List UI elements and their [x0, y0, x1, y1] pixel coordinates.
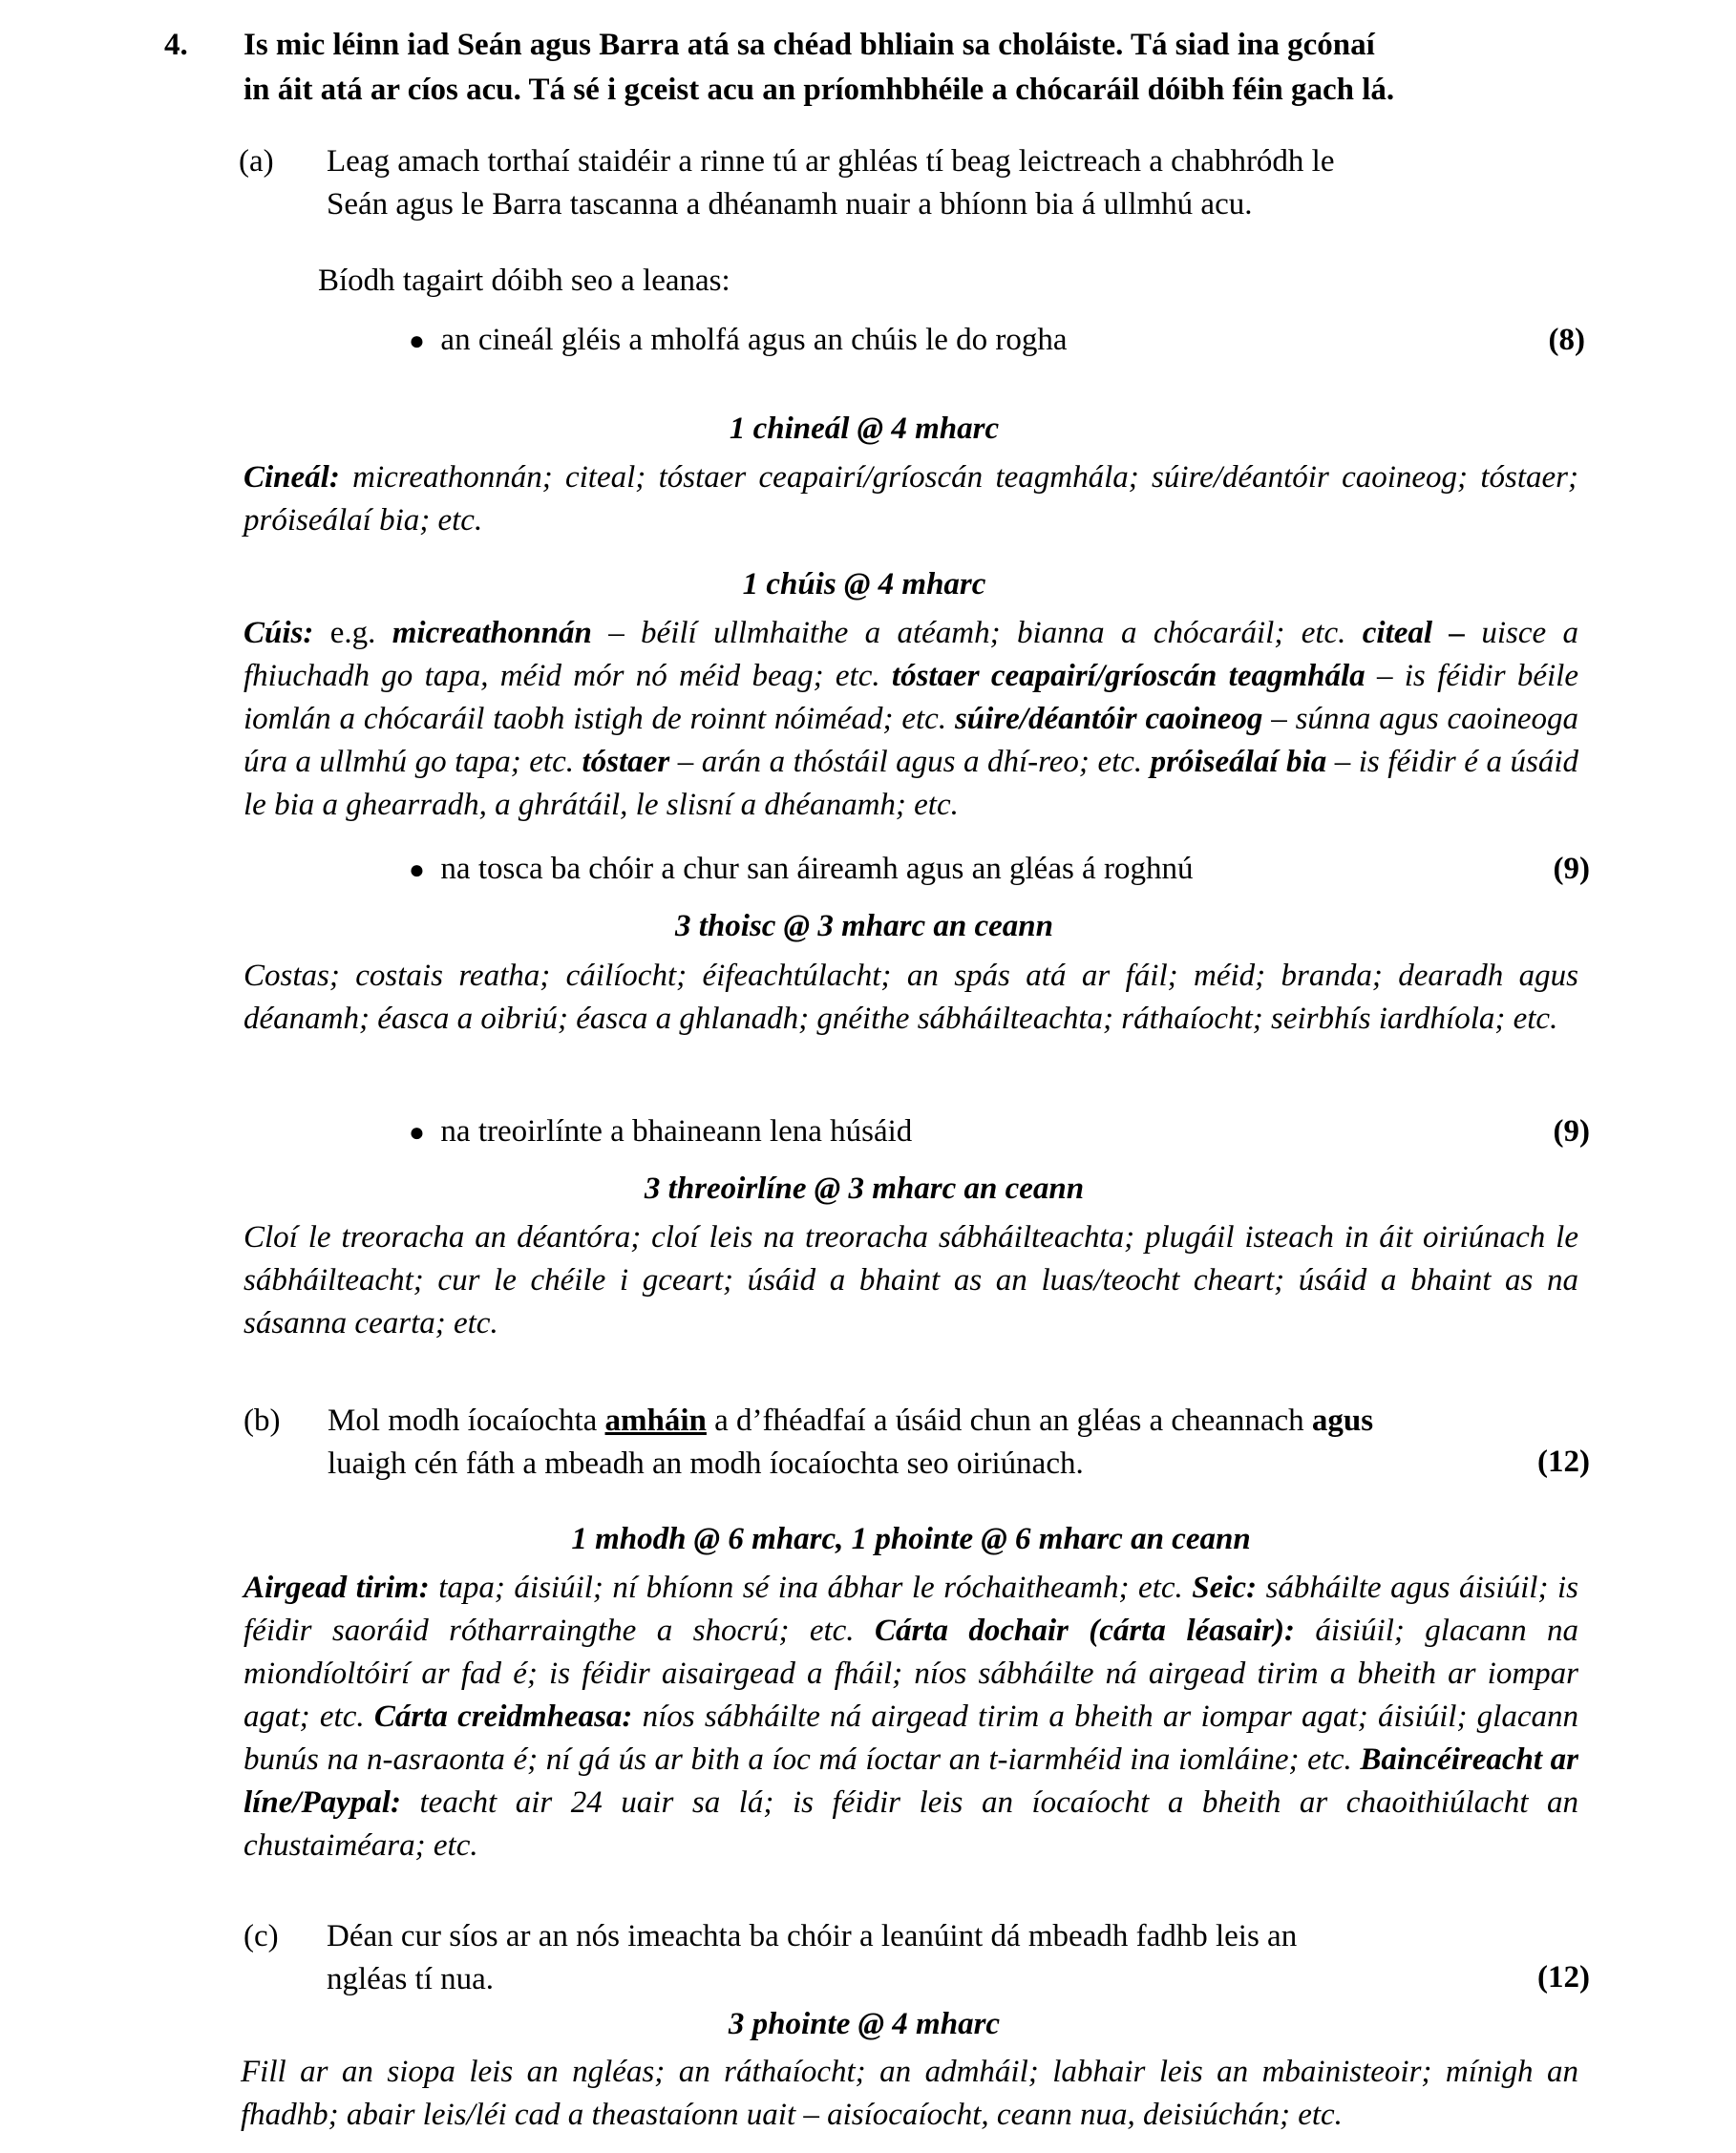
- part-a-line2: Seán agus le Barra tascanna a dhéanamh nuair a bhíonn bia á ullmhú acu.: [327, 187, 1253, 222]
- part-c-line1: Déan cur síos ar an nós imeachta ba chóir a leanúint dá mbeadh fadhb leis an: [327, 1919, 1298, 1953]
- type-heading: 1 chineál @ 4 mharc: [729, 412, 1000, 446]
- reason-t5: – arán a thóstáil agus a dhí-reo; etc.: [669, 745, 1151, 779]
- reason-t4: – súnna agus caoineoga úra a ullmhú go tapa; etc.: [243, 702, 1578, 779]
- type-list: micreathonnán; citeal; tóstaer ceapairí/gríoscán teagmhála; súire/déantóir caoineog; tóstaer; próiseálaí bia; etc.: [243, 460, 1578, 538]
- reason-label: Cúis:: [243, 616, 314, 650]
- part-c-label: (c): [243, 1919, 279, 1953]
- payment-k1: Airgead tirim:: [243, 1571, 430, 1605]
- payment-k2: Seic:: [1192, 1571, 1258, 1605]
- guidelines-answer: Cloí le treoracha an déantóra; cloí leis na treoracha sábháilteachta; plugáil isteach in áit oiriúnach le sábháilteacht; cur le chéile i gceart; úsáid a bhaint as an luas/teocht cheart; úsáid a bhaint as na sásanna cearta; etc.: [243, 1220, 1578, 1340]
- reason-k5: tóstaer: [582, 745, 670, 779]
- bullet-3: [409, 1110, 912, 1154]
- payment-t2: sábháilte agus áisiúil; is féidir saoráid rótharraingthe a shocrú; etc.: [243, 1571, 1578, 1648]
- guidelines-heading: 3 threoirlíne @ 3 mharc an ceann: [644, 1171, 1085, 1206]
- question-intro-line2: in áit atá ar cíos acu. Tá sé i gceist acu an príomhbhéile a chócaráil dóibh féin gach lá.: [243, 73, 1395, 107]
- bullet-dot: ●: [409, 855, 425, 885]
- bullet-2-marks: (9): [1553, 852, 1590, 886]
- bullet-1-marks: (8): [1548, 323, 1585, 357]
- part-b-question: [328, 1400, 1569, 1486]
- reason-answer: [243, 612, 1578, 827]
- reason-t3: – is féidir béile iomlán a chócaráil taobh istigh de roinnt nóiméad; etc.: [243, 659, 1578, 736]
- reason-k3: tóstaer ceapairí/gríoscán teagmhála: [891, 659, 1366, 693]
- bullet-2-text: na tosca ba chóir a chur san áireamh agus an gléas á roghnú: [440, 852, 1194, 886]
- part-b-heading: 1 mhodh @ 6 mharc, 1 phointe @ 6 mharc an ceann: [571, 1522, 1251, 1556]
- reason-k4: súire/déantóir caoineog: [954, 702, 1263, 736]
- part-b-emph-only: amháin: [604, 1404, 707, 1438]
- part-b-line1: [328, 1400, 1569, 1443]
- question-intro: [243, 23, 1638, 113]
- factors-heading: 3 thoisc @ 3 mharc an ceann: [675, 909, 1053, 943]
- reason-t2: uisce a fhiuchadh go tapa, méid mór nó méid beag; etc.: [243, 616, 1578, 693]
- question-intro-line1: Is mic léinn iad Seán agus Barra atá sa chéad bhliain sa choláiste. Tá siad ina gcónaí: [243, 28, 1375, 62]
- payment-k5: Baincéireacht ar líne/Paypal:: [243, 1742, 1578, 1820]
- bullet-3-text: na treoirlínte a bhaineann lena húsáid: [440, 1114, 913, 1149]
- type-label: Cineál:: [243, 460, 340, 495]
- part-c-question: [327, 1915, 1568, 2001]
- bullet-2: [409, 848, 1193, 892]
- payment-t4: níos sábháilte ná airgead tirim a bheith ar iompar agat; áisiúil; glacann bunús na n-asraonta é; ní gá ús ar bith a íoc má íoctar an t-iarmhéid ina iomláine; etc.: [243, 1699, 1578, 1777]
- part-b-answer: [243, 1567, 1578, 1868]
- bullet-dot: ●: [409, 1118, 425, 1148]
- reason-k1: micreathonnán: [392, 616, 592, 650]
- part-b-line2: luaigh cén fáth a mbeadh an modh íocaíochta seo oiriúnach.: [328, 1446, 1084, 1481]
- reason-k6: próiseálaí bia: [1150, 745, 1327, 779]
- part-c-marks: (12): [1537, 1960, 1590, 1995]
- part-c-line2: ngléas tí nua.: [327, 1962, 495, 1996]
- bullet-3-marks: (9): [1553, 1114, 1590, 1149]
- bullet-1-text: an cineál gléis a mholfá agus an chúis le do rogha: [440, 323, 1068, 357]
- bullet-dot: ●: [409, 327, 425, 356]
- question-number: 4.: [164, 28, 188, 62]
- part-c-heading: 3 phointe @ 4 mharc: [728, 2007, 1001, 2041]
- reason-k2: citeal –: [1362, 616, 1465, 650]
- reason-heading: 1 chúis @ 4 mharc: [742, 567, 986, 602]
- payment-k3: Cárta dochair (cárta léasair):: [874, 1614, 1295, 1648]
- part-b-emph-and: agus: [1311, 1404, 1374, 1438]
- type-answer: [243, 456, 1578, 542]
- part-a-line1: Leag amach torthaí staidéir a rinne tú ar ghléas tí beag leictreach a chabhródh le: [327, 144, 1335, 179]
- reason-t1: – béilí ullmhaithe a atéamh; bianna a chócaráil; etc.: [591, 616, 1363, 650]
- bullet-1: [409, 319, 1068, 363]
- reason-t6: – is féidir é a úsáid le bia a ghearradh, a ghrátáil, le slisní a dhéanamh; etc.: [243, 745, 1578, 822]
- reason-eg: e.g.: [313, 616, 392, 650]
- part-b-marks: (12): [1537, 1445, 1590, 1479]
- part-b-line1-pre: Mol modh íocaíochta: [328, 1404, 605, 1438]
- payment-t3: áisiúil; glacann na miondíoltóirí ar fad é; is féidir aisairgead a fháil; níos sábháilte ná airgead tirim a bheith ar iompar agat; etc.: [243, 1614, 1579, 1734]
- payment-t1: tapa; áisiúil; ní bhíonn sé ina ábhar le róchaitheamh; etc.: [429, 1571, 1193, 1605]
- part-a-label: (a): [239, 144, 274, 179]
- factors-answer: Costas; costais reatha; cáilíocht; éifeachtúlacht; an spás atá ar fáil; méid; branda; dearadh agus déanamh; éasca a oibriú; éasca a ghlanadh; gnéithe sábháilteachta; ráthaíocht; seirbhís iardhíola; etc.: [243, 959, 1578, 1036]
- payment-t5: teacht air 24 uair sa lá; is féidir leis an íocaíocht a bheith ar chaoithiúlacht an chustaiméara; etc.: [243, 1785, 1578, 1863]
- part-b-line1-mid: a d’fhéadfaí a úsáid chun an gléas a cheannach: [706, 1404, 1312, 1438]
- part-a-refer: Bíodh tagairt dóibh seo a leanas:: [318, 264, 730, 298]
- part-a-question: [327, 140, 1568, 226]
- payment-k4: Cárta creidmheasa:: [373, 1699, 633, 1734]
- part-b-label: (b): [243, 1404, 281, 1438]
- part-c-answer: Fill ar an siopa leis an ngléas; an ráthaíocht; an admháil; labhair leis an mbainisteoir; mínigh an fhadhb; abair leis/léi cad a theastaíonn uait – aisíocaíocht, ceann nua, deisiúchán; etc.: [241, 2055, 1578, 2132]
